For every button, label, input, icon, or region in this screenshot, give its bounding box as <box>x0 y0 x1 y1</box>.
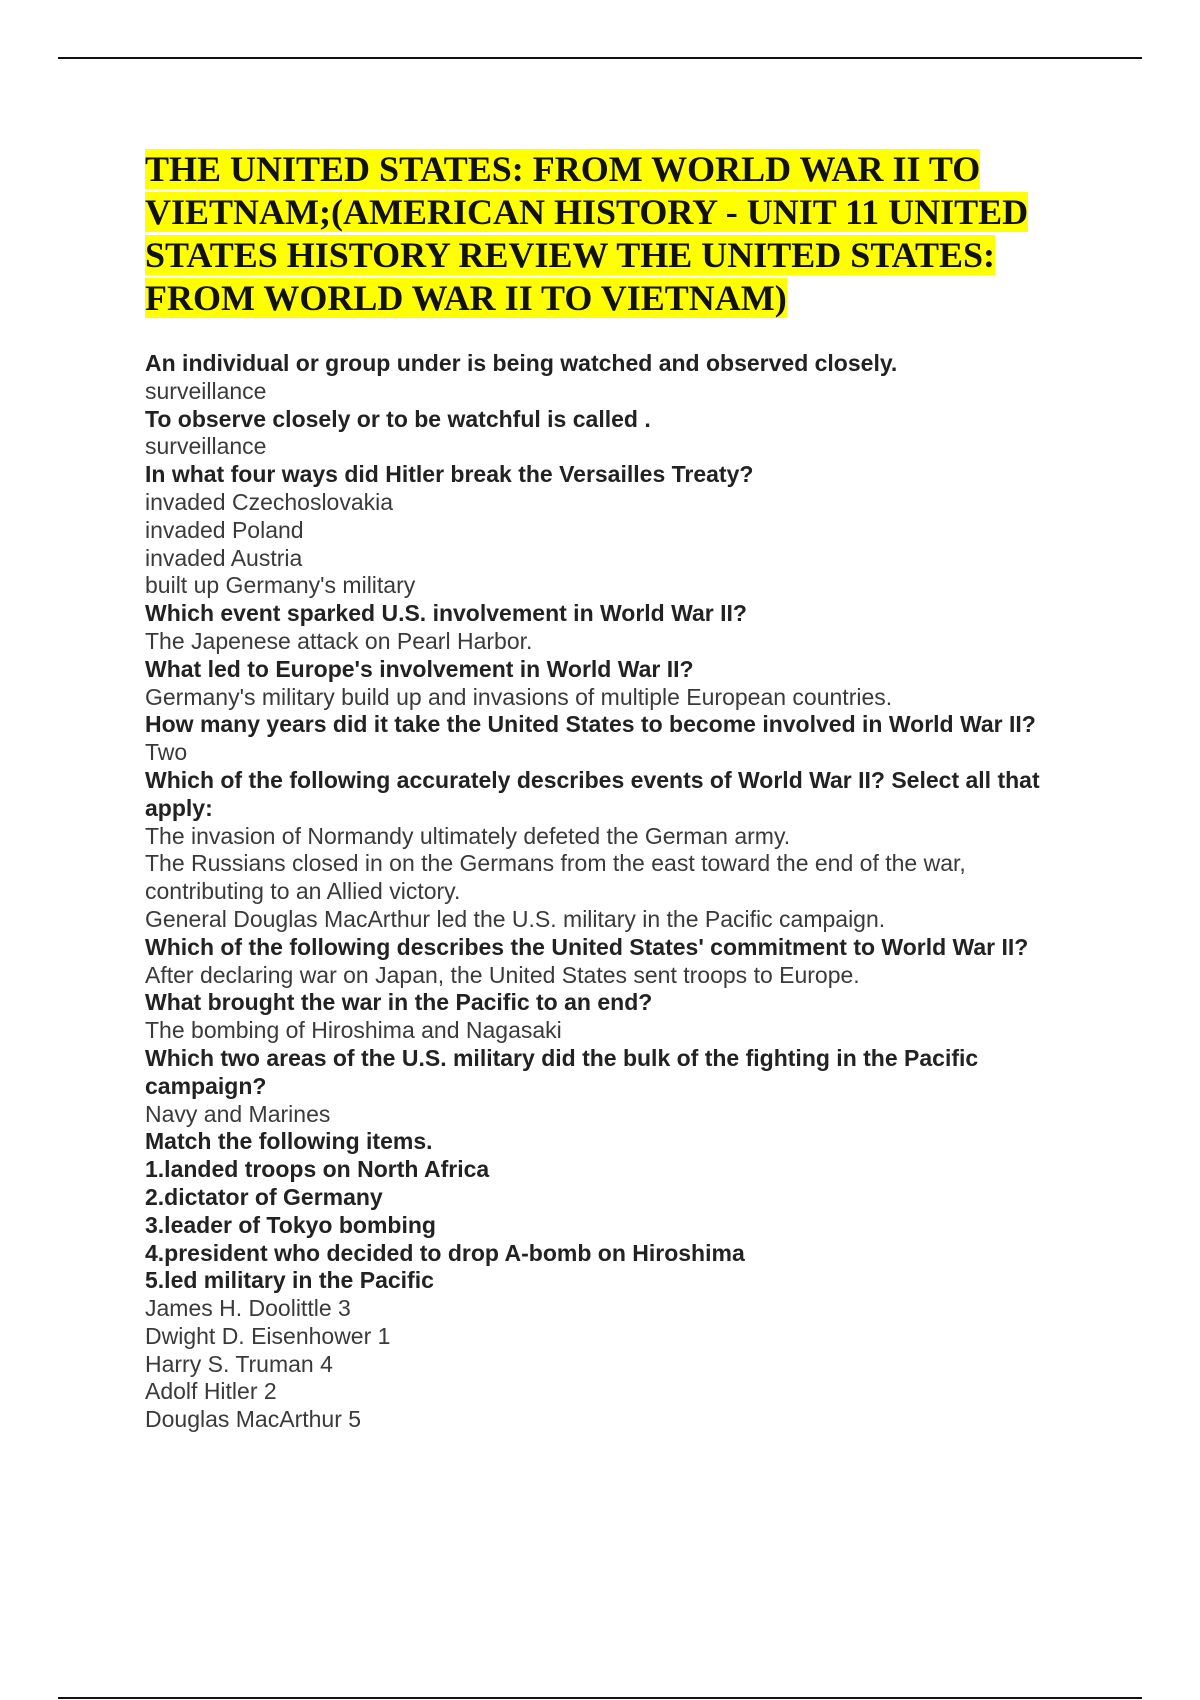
answer-line: Germany's military build up and invasions of multiple European countries. <box>145 683 893 710</box>
document-title <box>145 148 1100 320</box>
question-line: Which of the following describes the United States' commitment to World War II? <box>145 933 1029 960</box>
question-line: 3.leader of Tokyo bombing <box>145 1211 436 1238</box>
question-line: apply: <box>145 794 213 821</box>
answer-line: The bombing of Hiroshima and Nagasaki <box>145 1017 562 1044</box>
question-line: Which of the following accurately describes events of World War II? Select all that <box>145 766 1040 793</box>
question-line: 5.led military in the Pacific <box>145 1267 434 1294</box>
question-line: 2.dictator of Germany <box>145 1183 383 1210</box>
answer-line: contributing to an Allied victory. <box>145 878 461 905</box>
question-line: To observe closely or to be watchful is called . <box>145 405 651 432</box>
answer-line: The Japenese attack on Pearl Harbor. <box>145 627 533 654</box>
answer-line: invaded Poland <box>145 516 304 543</box>
document-body <box>145 148 1100 1434</box>
document-title-text: THE UNITED STATES: FROM WORLD WAR II TO VIETNAM;(AMERICAN HISTORY - UNIT 11 UNITED STATES HISTORY REVIEW THE UNITED STATES: FROM WORLD WAR II TO VIETNAM) <box>145 149 1029 318</box>
question-line: Which event sparked U.S. involvement in World War II? <box>145 600 747 627</box>
question-line: What brought the war in the Pacific to an end? <box>145 989 653 1016</box>
answer-line: Navy and Marines <box>145 1100 331 1127</box>
answer-line: General Douglas MacArthur led the U.S. military in the Pacific campaign. <box>145 905 886 932</box>
answer-line: Two <box>145 739 188 766</box>
answer-line: invaded Czechoslovakia <box>145 488 394 515</box>
answer-line: Harry S. Truman 4 <box>145 1350 333 1377</box>
answer-line: surveillance <box>145 377 267 404</box>
question-line: Which two areas of the U.S. military did the bulk of the fighting in the Pacific <box>145 1044 979 1071</box>
answer-line: invaded Austria <box>145 544 303 571</box>
question-line: How many years did it take the United States to become involved in World War II? <box>145 711 1036 738</box>
qa-list <box>145 350 1100 1434</box>
question-line: Match the following items. <box>145 1128 433 1155</box>
answer-line: The invasion of Normandy ultimately defeted the German army. <box>145 822 791 849</box>
top-rule <box>58 57 1142 59</box>
question-line: 4.president who decided to drop A-bomb on Hiroshima <box>145 1239 745 1266</box>
question-line: 1.landed troops on North Africa <box>145 1156 490 1183</box>
question-line: An individual or group under is being watched and observed closely. <box>145 350 898 376</box>
question-line: In what four ways did Hitler break the Versailles Treaty? <box>145 461 754 488</box>
bottom-rule <box>58 1697 1142 1699</box>
answer-line: Adolf Hitler 2 <box>145 1378 277 1405</box>
answer-line: surveillance <box>145 433 267 460</box>
answer-line: Dwight D. Eisenhower 1 <box>145 1322 391 1349</box>
answer-line: Douglas MacArthur 5 <box>145 1406 362 1433</box>
question-line: campaign? <box>145 1072 267 1099</box>
answer-line: built up Germany's military <box>145 572 416 599</box>
answer-line: After declaring war on Japan, the United States sent troops to Europe. <box>145 961 860 988</box>
answer-line: James H. Doolittle 3 <box>145 1295 351 1322</box>
answer-line: The Russians closed in on the Germans from the east toward the end of the war, <box>145 850 966 877</box>
question-line: What led to Europe's involvement in World War II? <box>145 655 694 682</box>
